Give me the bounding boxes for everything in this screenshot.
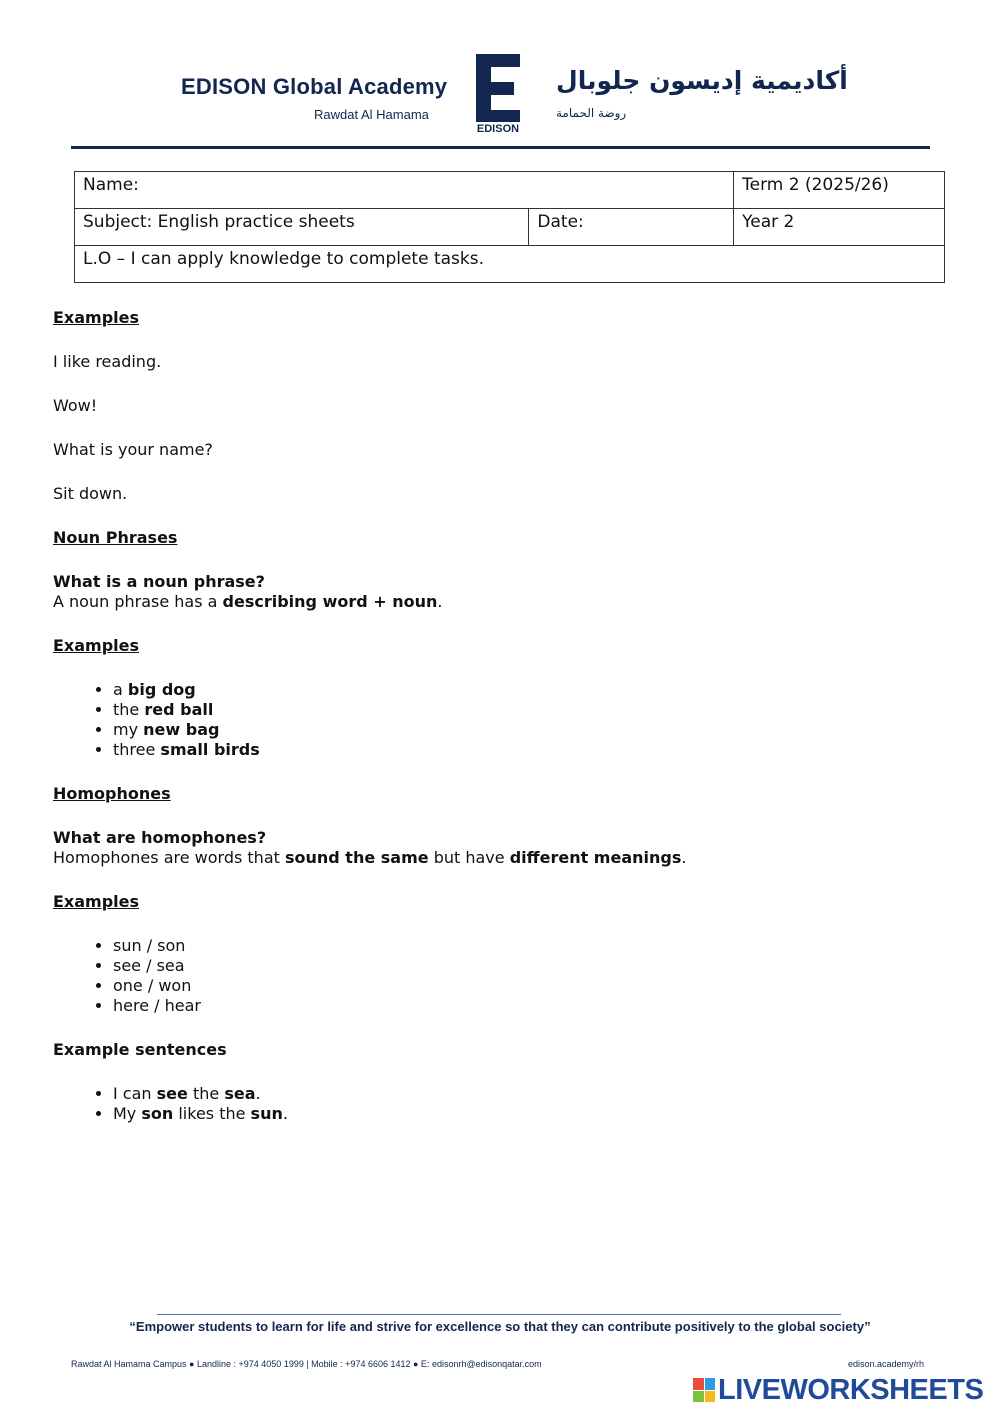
list-item: • see / sea bbox=[113, 956, 953, 976]
header-divider bbox=[71, 146, 930, 149]
learning-objective-cell: L.O – I can apply knowledge to complete tasks. bbox=[75, 246, 945, 283]
campus-name-english: Rawdat Al Hamama bbox=[314, 107, 429, 122]
question-heading: What are homophones? bbox=[53, 828, 267, 847]
name-cell[interactable]: Name: bbox=[75, 172, 734, 209]
worksheet-content bbox=[53, 308, 953, 1124]
example-line: Wow! bbox=[53, 396, 98, 415]
list-item: • a big dog bbox=[113, 680, 953, 700]
subject-cell: Subject: English practice sheets bbox=[75, 209, 529, 246]
section-heading: Noun Phrases bbox=[53, 528, 178, 547]
homophone-list bbox=[53, 936, 953, 1016]
website-link[interactable]: edison.academy/rh bbox=[848, 1359, 925, 1369]
liveworksheets-icon bbox=[693, 1378, 715, 1402]
student-info-table bbox=[74, 171, 945, 283]
list-item: • my new bag bbox=[113, 720, 953, 740]
list-item: • My son likes the sun. bbox=[113, 1104, 953, 1124]
example-line: What is your name? bbox=[53, 440, 213, 459]
definition: A noun phrase has a describing word + noun. bbox=[53, 592, 443, 611]
list-item: • I can see the sea. bbox=[113, 1084, 953, 1104]
liveworksheets-logo[interactable] bbox=[693, 1374, 983, 1406]
section-heading: Examples bbox=[53, 892, 140, 911]
section-heading: Examples bbox=[53, 636, 140, 655]
list-item: • the red ball bbox=[113, 700, 953, 720]
list-item: • here / hear bbox=[113, 996, 953, 1016]
logo-wordmark: EDISON bbox=[476, 123, 520, 135]
section-heading: Homophones bbox=[53, 784, 171, 803]
question-heading: What is a noun phrase? bbox=[53, 572, 265, 591]
section-heading: Examples bbox=[53, 308, 140, 327]
list-item: • sun / son bbox=[113, 936, 953, 956]
liveworksheets-wordmark: LIVEWORKSHEETS bbox=[718, 1373, 984, 1406]
term-cell: Term 2 (2025/26) bbox=[734, 172, 945, 209]
noun-phrase-list bbox=[53, 680, 953, 760]
school-name-arabic: أكاديمية إديسون جلوبال bbox=[556, 66, 848, 95]
example-sentence-list bbox=[53, 1084, 953, 1124]
example-line: Sit down. bbox=[53, 484, 128, 503]
date-cell[interactable]: Date: bbox=[529, 209, 734, 246]
section-heading: Example sentences bbox=[53, 1040, 227, 1059]
year-cell: Year 2 bbox=[734, 209, 945, 246]
school-name-english: EDISON Global Academy bbox=[181, 74, 448, 99]
list-item: • one / won bbox=[113, 976, 953, 996]
school-motto: “Empower students to learn for life and strive for excellence so that they can contribute positively to the global society” bbox=[129, 1319, 871, 1334]
contact-info: Rawdat Al Hamama Campus ● Landline : +974 4050 1999 | Mobile : +974 6606 1412 ● E: edisonrh@edisonqatar.com bbox=[71, 1359, 542, 1369]
footer-divider bbox=[157, 1314, 841, 1315]
campus-name-arabic: روضة الحمامة bbox=[556, 106, 627, 120]
example-line: I like reading. bbox=[53, 352, 162, 371]
list-item: • three small birds bbox=[113, 740, 953, 760]
definition: Homophones are words that sound the same but have different meanings. bbox=[53, 848, 687, 867]
